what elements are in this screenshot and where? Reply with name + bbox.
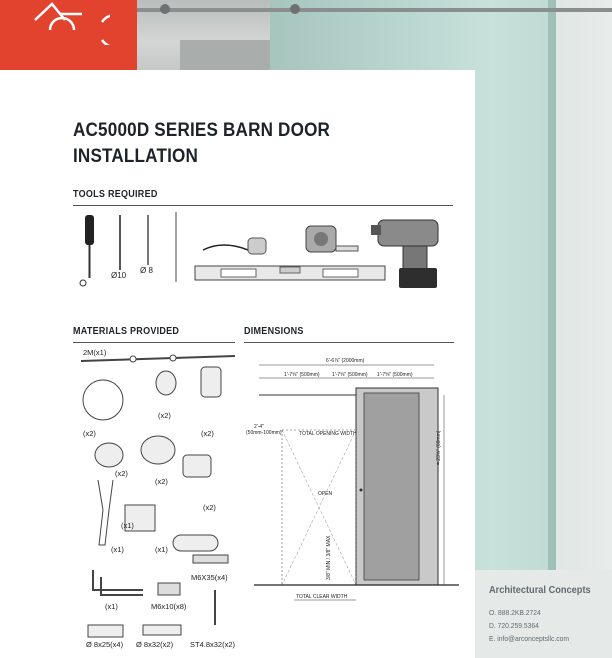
anchor-8x25-qty: Ø 8x25(x4): [86, 640, 124, 649]
roller-qty: (x2): [158, 411, 171, 420]
rail-bolt: [160, 4, 170, 14]
title-line-1: AC5000D SERIES BARN DOOR: [73, 120, 331, 141]
stopper-qty: (x2): [201, 429, 214, 438]
glass-door-edge: [548, 0, 556, 658]
handle-icon: [173, 535, 218, 551]
clamp-icon: [183, 455, 211, 477]
side-offset-mm: (50mm-100mm): [246, 430, 282, 436]
bracket-qty: (x2): [83, 429, 96, 438]
anchor-8x32-icon: [143, 625, 181, 635]
contact-card: [475, 570, 612, 658]
knob-qty: (x2): [115, 469, 128, 478]
overall-width: 6'-6⅞" (2000mm): [326, 358, 365, 364]
tool-qty: (x1): [111, 545, 124, 554]
title-line-2: INSTALLATION: [73, 146, 199, 167]
wheel-icon: [141, 436, 175, 464]
anchor-8x25-icon: [88, 625, 123, 637]
office-phone[interactable]: O. 888.2KB.2724: [489, 608, 541, 617]
guide-qty: (x1): [121, 521, 134, 530]
drill-bit-10-label: Ø10: [111, 271, 127, 280]
document-title: [73, 118, 379, 170]
screw-m6x35-icon: [193, 555, 228, 563]
tools-illustration: [73, 210, 458, 300]
allen-key-icon: [93, 570, 143, 595]
wheel-qty: (x2): [155, 477, 168, 486]
screw-m6x35-qty: M6X35(x4): [191, 573, 228, 582]
tools-drawing: [73, 210, 458, 300]
screw-m6x10-icon: [158, 583, 180, 595]
company-name: Architectural Concepts: [489, 584, 591, 596]
tools-divider: [73, 205, 453, 206]
materials-divider: [73, 342, 235, 343]
screw-m6x10-qty: M6x10(x8): [151, 602, 187, 611]
segment-3: 1'-7⅝" (500mm): [377, 372, 413, 378]
side-offset: 2'-4": [254, 424, 264, 430]
contact-email[interactable]: E. info@arconceptsllc.com: [489, 634, 570, 643]
tools-heading: TOOLS REQUIRED: [73, 189, 158, 200]
dimensions-diagram: [244, 345, 464, 645]
materials-heading: MATERIALS PROVIDED: [73, 326, 180, 337]
dimensions-divider: [244, 342, 454, 343]
total-opening-width: TOTAL OPENING WIDTH: [299, 431, 357, 437]
rail-bolt: [290, 4, 300, 14]
instruction-panel: [0, 70, 475, 658]
screw-st48-qty: ST4.8x32(x2): [190, 640, 236, 649]
open-label: OPEN: [318, 491, 333, 497]
wall-right: [556, 0, 612, 658]
floor-gap: 3/8" MIN / 3/8" MAX: [326, 535, 332, 580]
height-label: = 23⅝" (60mm): [436, 430, 442, 465]
brand-logo: [0, 0, 137, 70]
logo-mark-icon: [30, 0, 110, 45]
rail-qty: 2M(x1): [83, 348, 107, 357]
clamp-qty: (x2): [203, 503, 216, 512]
total-clear-width: TOTAL CLEAR WIDTH: [296, 594, 348, 600]
stopper-icon: [201, 367, 221, 397]
spirit-level-icon: [195, 266, 385, 280]
direct-phone[interactable]: D. 720.259.5364: [489, 621, 539, 630]
barn-door-rail: [130, 8, 612, 12]
segment-2: 1'-7⅝" (500mm): [332, 372, 368, 378]
spanner-icon: [98, 480, 113, 545]
roller-icon: [156, 371, 176, 395]
door-frame: [180, 40, 280, 70]
anchor-8x32-qty: Ø 8x32(x2): [136, 640, 174, 649]
knob-icon: [95, 443, 123, 467]
drill-bit-8-label: Ø 8: [140, 266, 153, 275]
dimensions-drawing: [244, 345, 464, 645]
chalk-line-icon: [203, 238, 266, 254]
allen-qty: (x1): [105, 602, 118, 611]
materials-illustration: [73, 345, 243, 655]
tape-measure-icon: [306, 226, 358, 252]
bracket-detail-icon: [83, 380, 123, 420]
dimensions-heading: DIMENSIONS: [244, 326, 304, 337]
segment-1: 1'-7⅝" (500mm): [284, 372, 320, 378]
handle-qty: (x1): [155, 545, 168, 554]
screwdriver-icon: [80, 215, 94, 286]
